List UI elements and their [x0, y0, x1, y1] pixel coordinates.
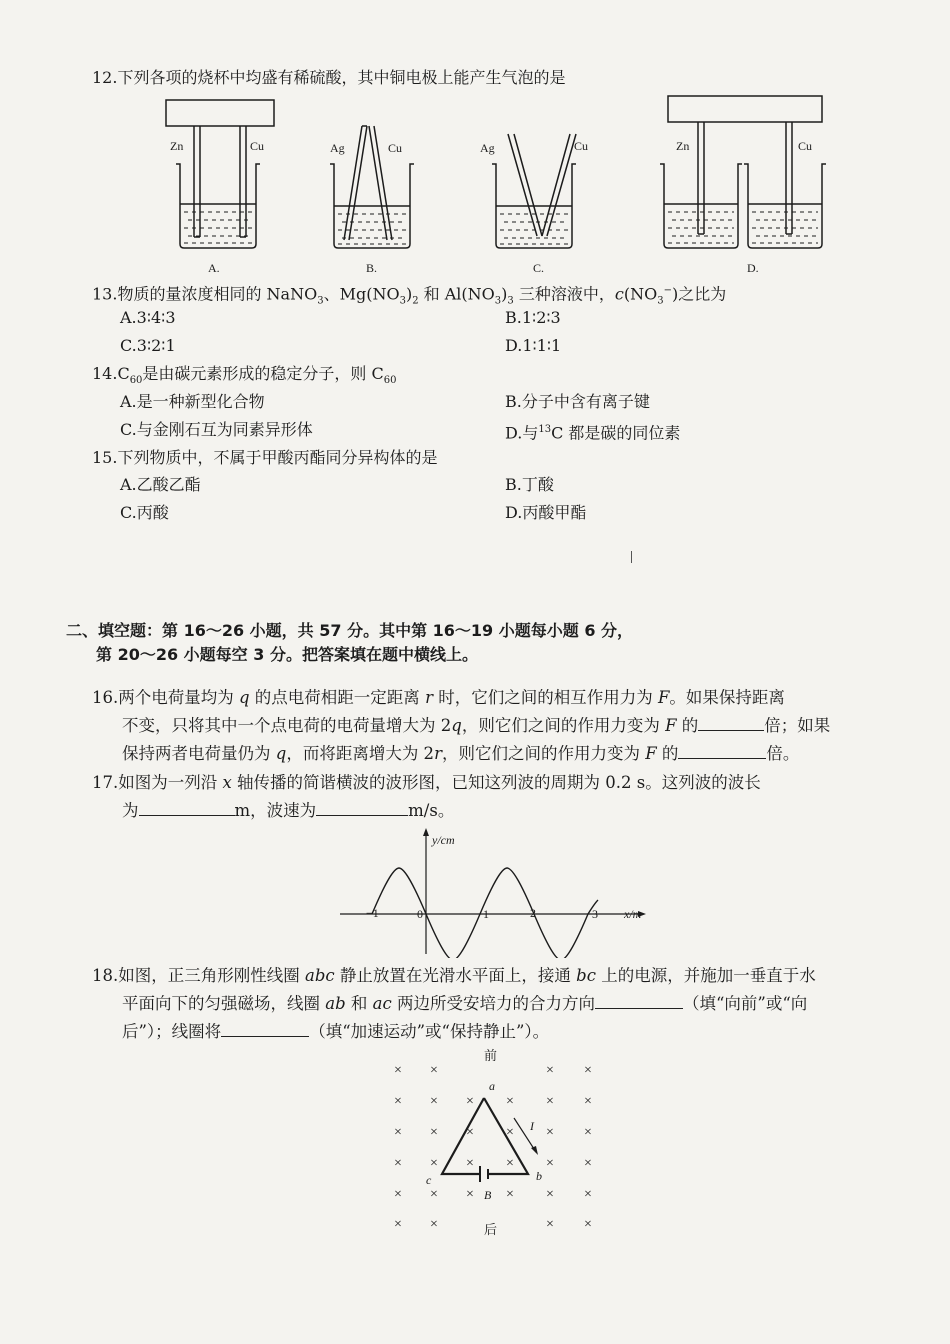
- q14-option-b: B.分子中含有离子键: [505, 392, 650, 411]
- tick-neg1: −1: [366, 906, 379, 920]
- q17-line1: 17.如图为一列沿 x 轴传播的简谐横波的波形图，已知这列波的周期为 0.2 s。这列波的波长: [92, 773, 761, 792]
- field-cross: ×: [584, 1063, 592, 1078]
- tick-0: 0: [417, 907, 423, 921]
- field-cross: ×: [394, 1094, 402, 1109]
- field-label: B: [484, 1188, 492, 1202]
- c-right-label: Cu: [574, 139, 589, 153]
- panel-d: [660, 96, 826, 248]
- field-cross: ×: [430, 1187, 438, 1202]
- q13-option-b: B.1∶2∶3: [505, 308, 561, 327]
- field-cross: ×: [506, 1125, 514, 1140]
- field-cross: ×: [506, 1187, 514, 1202]
- q13-option-c: C.3∶2∶1: [120, 336, 176, 355]
- q13-stem: 13.物质的量浓度相同的 NaNO$_3$、$Mg(NO_3)_2$ 和 $Al(NO_3)_3$ 三种溶液中，$c(NO_3^-)$之比为: [92, 284, 727, 307]
- stray-mark: [631, 551, 632, 563]
- field-cross: ×: [546, 1156, 554, 1171]
- field-cross: ×: [584, 1125, 592, 1140]
- q13-option-d: D.1∶1∶1: [505, 336, 562, 355]
- field-cross: ×: [546, 1063, 554, 1078]
- q18-coil-figure: [380, 1044, 610, 1240]
- caption-d: D.: [747, 261, 759, 275]
- field-cross: ×: [394, 1187, 402, 1202]
- q15-stem: 15.下列物质中，不属于甲酸丙酯同分异构体的是: [92, 448, 438, 467]
- field-cross: ×: [430, 1094, 438, 1109]
- current-arrowhead: [531, 1146, 538, 1155]
- q14-stem: $14.C_{60}$是由碳元素形成的稳定分子，则 $C_{60}$: [92, 364, 397, 387]
- q12-figure: [150, 94, 850, 280]
- d-left-label: Zn: [676, 139, 690, 153]
- vertex-a-label: a: [489, 1079, 495, 1093]
- back-label: 后: [484, 1222, 498, 1237]
- field-cross: ×: [430, 1217, 438, 1232]
- field-cross: ×: [394, 1063, 402, 1078]
- field-cross: ×: [430, 1125, 438, 1140]
- b-left-label: Ag: [330, 141, 345, 155]
- tick-1: 1: [483, 907, 489, 921]
- q18-line1: 18.如图，正三角形刚性线圈 abc 静止放置在光滑水平面上，接通 bc 上的电源，并施加一垂直于水: [92, 966, 816, 985]
- q15-option-a: A.乙酸乙酯: [120, 475, 201, 494]
- caption-c: C.: [533, 261, 545, 275]
- tick-3: 3: [592, 907, 598, 921]
- current-label: I: [530, 1119, 534, 1133]
- field-cross: ×: [466, 1125, 474, 1140]
- d-right-label: Cu: [798, 139, 813, 153]
- field-cross: ×: [584, 1094, 592, 1109]
- section2-line1: 二、填空题：第 16～26 小题，共 57 分。其中第 16～19 小题每小题 6 分，: [66, 621, 634, 640]
- panel-c: [492, 134, 576, 248]
- field-cross: ×: [506, 1094, 514, 1109]
- a-left-label: Zn: [170, 139, 184, 153]
- tick-2: 2: [530, 906, 536, 920]
- q14-option-c: C.与金刚石互为同素异形体: [120, 420, 313, 439]
- x-axis-label: x/m: [624, 907, 642, 921]
- q16-blank-1[interactable]: [698, 712, 764, 731]
- b-right-label: Cu: [388, 141, 403, 155]
- field-cross: ×: [546, 1217, 554, 1232]
- field-cross: ×: [394, 1217, 402, 1232]
- q14-option-d: D.与$^{13}$C 都是碳的同位素: [505, 423, 681, 443]
- q16-line2: 不变，只将其中一个点电荷的电荷量增大为 2q，则它们之间的作用力变为 F 的 倍；如果: [122, 712, 830, 740]
- field-cross: ×: [430, 1063, 438, 1078]
- field-cross: ×: [584, 1217, 592, 1232]
- panel-a: [166, 100, 274, 248]
- field-cross: ×: [466, 1156, 474, 1171]
- q13-option-a: A.3∶4∶3: [120, 308, 176, 327]
- field-cross: ×: [546, 1187, 554, 1202]
- vertex-b-label: b: [536, 1169, 542, 1183]
- vertex-c-label: c: [426, 1173, 432, 1187]
- caption-b: B.: [366, 261, 378, 275]
- q18-line3: 后”）；线圈将 （填“加速运动”或“保持静止”）。: [122, 1018, 549, 1046]
- q15-option-b: B.丁酸: [505, 475, 554, 494]
- field-cross: ×: [466, 1187, 474, 1202]
- q18-blank-direction[interactable]: [595, 990, 683, 1009]
- field-cross: ×: [506, 1156, 514, 1171]
- q15-option-d: D.丙酸甲酯: [505, 503, 587, 522]
- q12-stem: 12.下列各项的烧杯中均盛有稀硫酸，其中铜电极上能产生气泡的是: [92, 68, 566, 87]
- field-cross: ×: [466, 1094, 474, 1109]
- field-cross: ×: [584, 1156, 592, 1171]
- field-cross: ×: [394, 1125, 402, 1140]
- q18-blank-motion[interactable]: [221, 1018, 309, 1037]
- q18-line2: 平面向下的匀强磁场，线圈 ab 和 ac 两边所受安培力的合力方向 （填“向前”或“向: [122, 990, 807, 1018]
- q17-blank-wavelength[interactable]: [139, 797, 235, 816]
- front-label: 前: [484, 1048, 498, 1063]
- field-cross: ×: [546, 1094, 554, 1109]
- q16-line3: 保持两者电荷量仍为 q，而将距离增大为 2r，则它们之间的作用力变为 F 的 倍。: [122, 740, 799, 768]
- a-right-label: Cu: [250, 139, 265, 153]
- c-left-label: Ag: [480, 141, 495, 155]
- q16-line1: 16.两个电荷量均为 q 的点电荷相距一定距离 r 时，它们之间的相互作用力为 F。如果保持距离: [92, 688, 785, 707]
- field-cross: ×: [584, 1187, 592, 1202]
- q17-wave-figure: [330, 826, 660, 958]
- field-cross: ×: [430, 1156, 438, 1171]
- caption-a: A.: [208, 261, 220, 275]
- q17-line2: 为 m，波速为 m/s。: [122, 797, 454, 825]
- section2-line2: 第 20～26 小题每空 3 分。把答案填在题中横线上。: [96, 645, 478, 664]
- q17-blank-speed[interactable]: [316, 797, 408, 816]
- y-axis-arrow: [423, 828, 429, 836]
- field-cross: ×: [546, 1125, 554, 1140]
- field-cross: ×: [394, 1156, 402, 1171]
- q15-option-c: C.丙酸: [120, 503, 169, 522]
- q16-blank-2[interactable]: [678, 740, 766, 759]
- coil-triangle: [442, 1098, 528, 1174]
- y-axis-label: y/cm: [432, 833, 455, 847]
- q14-option-a: A.是一种新型化合物: [120, 392, 265, 411]
